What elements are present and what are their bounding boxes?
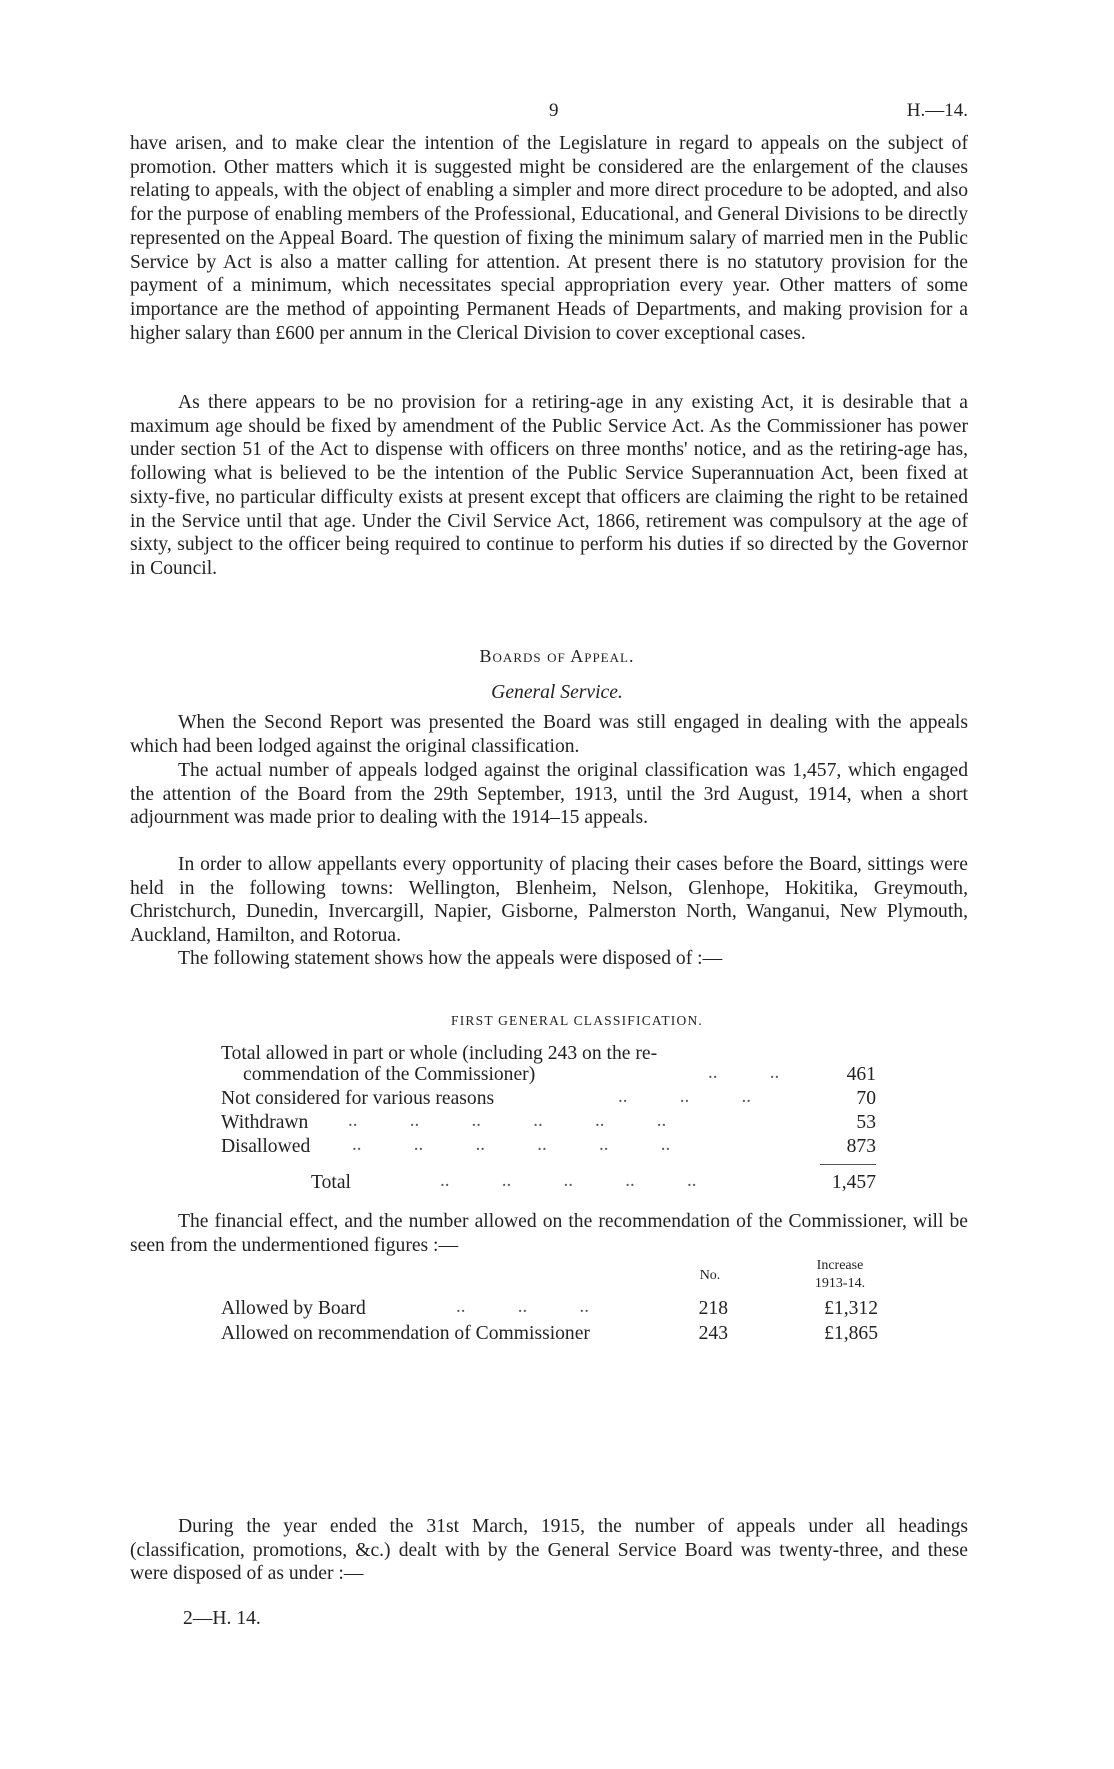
table-row-value: 461 [846, 1064, 876, 1085]
leader-dots: .. .. [708, 1062, 780, 1083]
total-rule [820, 1164, 876, 1165]
column-header-no: No. [699, 1268, 721, 1283]
section-subtitle: General Service. [491, 682, 623, 703]
table-row-label: Withdrawn [221, 1112, 309, 1133]
leader-dots: .. .. .. .. .. .. [352, 1134, 671, 1155]
table-row-label: Not considered for various reasons [221, 1088, 495, 1109]
table-row-label: Allowed by Board [221, 1298, 366, 1319]
table-row-label: Allowed on recommendation of Commissioner [221, 1323, 590, 1344]
leader-dots: .. .. .. [618, 1086, 751, 1107]
table-row-increase: £1,865 [824, 1323, 878, 1344]
paragraph-sittings: In order to allow appellants every opportunity of placing their cases before the Board, sittings were held in the following towns: Wellington, Blenheim, Nelson, Glenhope, Hokitika, Greymouth, Christchurch, Dunedin, Invercargill, Napier, Gisborne, Palmerston North, Wanganui, New Plymouth, Auckland, Hamilton, and Rotorua. [130, 854, 968, 947]
table-row-value: 70 [856, 1088, 876, 1109]
column-header-increase: Increase [816, 1258, 864, 1273]
page-number: 9 [549, 100, 559, 121]
page-signature: 2—H. 14. [183, 1608, 261, 1629]
leader-dots: .. .. .. .. .. [440, 1170, 697, 1191]
table-row-label: Total allowed in part or whole (including 243 on the re- [221, 1043, 658, 1064]
column-header-increase-year: 1913-14. [814, 1276, 866, 1291]
paragraph-year-summary: During the year ended the 31st March, 1915, the number of appeals under all headings (classification, promotions, &c.) dealt with by the General Service Board was twenty-three, and these were disposed of as under :— [130, 1516, 968, 1585]
paragraph-second-report: When the Second Report was presented the Board was still engaged in dealing with the appeals which had been lodged against the original classification. [130, 712, 968, 757]
section-title: Boards of Appeal. [479, 646, 635, 666]
table-row-increase: £1,312 [824, 1298, 878, 1319]
table-row-no: 243 [698, 1323, 728, 1344]
table-row-label: Disallowed [221, 1136, 311, 1157]
leader-dots: .. .. .. [456, 1296, 589, 1317]
table-row-no: 218 [698, 1298, 728, 1319]
document-reference: H.—14. [906, 100, 968, 121]
paragraph-statement-intro: The following statement shows how the appeals were disposed of :— [178, 948, 723, 969]
paragraph-appeals-number: The actual number of appeals lodged against the original classification was 1,457, which engaged the attention of the Board from the 29th September, 1913, until the 3rd August, 1914, when a short adjournment was made prior to dealing with the 1914–15 appeals. [130, 760, 968, 829]
table-row-value: 873 [846, 1136, 876, 1157]
table-row-value: 53 [856, 1112, 876, 1133]
total-label: Total [311, 1172, 351, 1193]
table-row-label: commendation of the Commissioner) [243, 1064, 536, 1085]
total-value: 1,457 [831, 1172, 876, 1193]
page-header [0, 100, 1114, 128]
paragraph-financial-effect: The financial effect, and the number allowed on the recommendation of the Commissioner, will be seen from the undermentioned figures :— [130, 1211, 968, 1256]
classification-table-title: FIRST GENERAL CLASSIFICATION. [451, 1013, 703, 1028]
leader-dots: .. .. .. .. .. .. [348, 1110, 667, 1131]
paragraph-retiring-age: As there appears to be no provision for a retiring-age in any existing Act, it is desirable that a maximum age should be fixed by amendment of the Public Service Act. As the Commissioner has power under section 51 of the Act to dispense with officers on three months' notice, and as the retiring-age has, following what is believed to be the intention of the Public Service Superannuation Act, been fixed at sixty-five, no particular difficulty exists at present except that officers are claiming the right to be retained in the Service until that age. Under the Civil Service Act, 1866, retirement was compulsory at the age of sixty, subject to the officer being required to continue to perform his duties if so directed by the Governor in Council. [130, 392, 968, 579]
paragraph-appeals-promotion: have arisen, and to make clear the intention of the Legislature in regard to appeals on the subject of promotion. Other matters which it is suggested might be considered are the enlargement of the clauses relating to appeals, with the object of enabling a simpler and more direct procedure to be adopted, and also for the purpose of enabling members of the Professional, Educational, and General Divisions to be directly represented on the Appeal Board. The question of fixing the minimum salary of married men in the Public Service by Act is also a matter calling for attention. At present there is no statutory provision for the payment of a minimum, which necessitates special appropriation every year. Other matters of some importance are the method of appointing Permanent Heads of Departments, and making provision for a higher salary than £600 per annum in the Clerical Division to cover exceptional cases. [130, 133, 968, 344]
